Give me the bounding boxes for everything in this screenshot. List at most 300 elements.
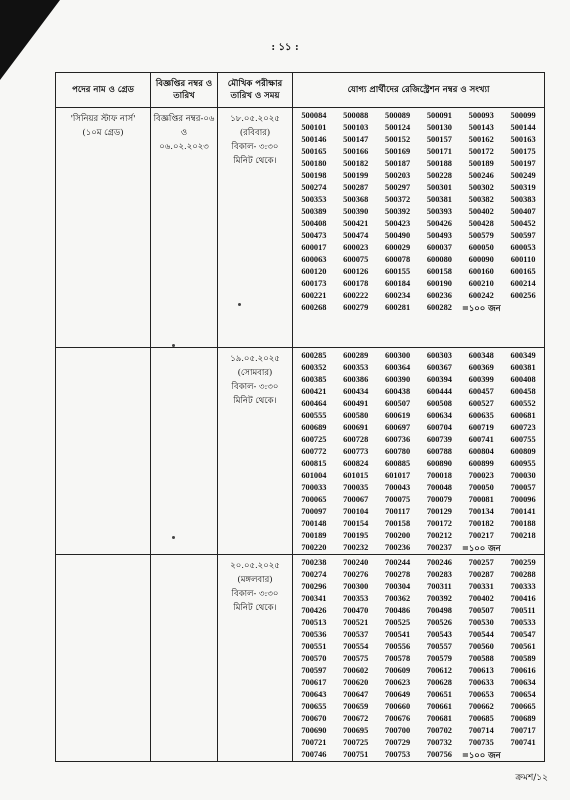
registration-number: 500169 [385,147,411,156]
registration-number: 700634 [510,678,536,687]
registration-number: 600348 [468,351,494,360]
registration-number: 601017 [385,471,411,480]
registration-number: 700721 [301,738,327,747]
circular-cell [151,108,218,348]
continued-note: ক্রমশ/১২ [515,773,548,783]
registration-number: 700158 [385,519,411,528]
registration-number: 600080 [426,255,452,264]
registration-number: 600736 [385,435,411,444]
registration-number: 600221 [301,291,327,300]
registration-number: 600023 [343,243,369,252]
registration-number: 500165 [301,147,327,156]
registration-number: 600268 [301,303,327,312]
registration-number: 700238 [301,558,327,567]
registration-number: 500162 [468,135,494,144]
registration-number: 600804 [468,447,494,456]
session-day: (মঙ্গলবার) [237,575,273,585]
session-day: (সোমবার) [237,368,273,378]
registration-number: 600078 [385,255,411,264]
registration-number: 500157 [426,135,452,144]
registration-number: 700561 [510,642,536,651]
registration-number: 600788 [426,447,452,456]
registration-number: 700333 [510,582,536,591]
registration-number: 700050 [468,483,494,492]
registration-number: 700188 [510,519,536,528]
registration-number: 600635 [468,411,494,420]
registration-number: 700643 [301,690,327,699]
registration-number: 700597 [301,666,327,675]
registration-number: 600824 [343,459,369,468]
registration-number: 700560 [468,642,494,651]
registration-number: 700655 [301,702,327,711]
registration-number: 500249 [510,171,536,180]
registration-number: 600234 [385,291,411,300]
registration-number: 600772 [301,447,327,456]
registration-number: 700154 [343,519,369,528]
session-3-numbers [293,555,545,762]
registration-number: 700274 [301,570,327,579]
registration-number: 500301 [426,183,452,192]
registration-number: 500490 [385,231,411,240]
registration-number: 700287 [468,570,494,579]
registration-number: 600173 [301,279,327,288]
registration-number: 700547 [510,630,536,639]
registration-number: 500493 [426,231,452,240]
registration-number: 600780 [385,447,411,456]
registration-number: 700030 [510,471,536,480]
session-time-note: মিনিট থেকে। [233,156,277,166]
registration-number: 700283 [426,570,452,579]
registration-number: 600885 [385,459,411,468]
registration-number: 601015 [343,471,369,480]
registration-number: 500144 [510,123,536,132]
registration-number: 700649 [385,690,411,699]
registration-number: 700023 [468,471,494,480]
session-time-note: মিনিট থেকে। [233,603,277,613]
total-count: =১০০ জন [461,543,501,553]
registration-number: 600210 [468,279,494,288]
registration-number: 600725 [301,435,327,444]
registration-number: 700035 [343,483,369,492]
registration-number: 700746 [301,750,327,759]
registration-number: 500353 [301,195,327,204]
session-day: (রবিবার) [239,128,271,138]
registration-number: 700200 [385,531,411,540]
registration-number: 700725 [343,738,369,747]
registration-number: 600353 [343,363,369,372]
registration-number: 700513 [301,618,327,627]
registration-number: 500203 [385,171,411,180]
registration-number: 700672 [343,714,369,723]
registration-number: 700079 [426,495,452,504]
session-time: বিকাল- ৩:৩০ [231,142,279,152]
registration-number: 700300 [343,582,369,591]
registration-number: 500372 [385,195,411,204]
registration-number: 500163 [510,135,536,144]
registration-number: 600421 [301,387,327,396]
registration-number: 600580 [343,411,369,420]
registration-number: 500130 [426,123,452,132]
registration-number: 600075 [343,255,369,264]
session-time: বিকাল- ৩:৩০ [231,382,279,392]
registration-number: 600037 [426,243,452,252]
post-cell [56,108,151,348]
registration-number: 700104 [343,507,369,516]
circular-and: ও [180,128,188,138]
registration-number: 600809 [510,447,536,456]
registration-number: 700530 [468,618,494,627]
registration-number: 700543 [426,630,452,639]
registration-number: 700659 [343,702,369,711]
registration-number: 700647 [343,690,369,699]
header-circular: বিজ্ঞপ্তির নম্বর ও তারিখ [151,73,218,108]
registration-number: 700526 [426,618,452,627]
registration-number: 700141 [510,507,536,516]
registration-number: 700033 [301,483,327,492]
registration-number: 700244 [385,558,411,567]
session-1-numbers [293,108,545,348]
registration-number: 500382 [468,195,494,204]
registration-number: 500393 [426,207,452,216]
registration-number: 700579 [426,654,452,663]
registration-number: 700311 [427,582,452,591]
registration-number: 700741 [510,738,536,747]
registration-number: 700057 [510,483,536,492]
registration-number: 500407 [510,207,536,216]
registration-number: 700259 [510,558,536,567]
total-count: =১০০ জন [461,750,501,760]
registration-number: 700628 [426,678,452,687]
registration-number: 500597 [510,231,536,240]
registration-number: 500143 [468,123,494,132]
registration-number: 500383 [510,195,536,204]
registration-number: 500171 [426,147,452,156]
registration-number: 700578 [385,654,411,663]
registration-number: 600289 [343,351,369,360]
registration-number: 500426 [426,219,452,228]
registration-number: 700536 [301,630,327,639]
registration-number: 600634 [426,411,452,420]
registration-number: 600728 [343,435,369,444]
registration-number: 500421 [343,219,369,228]
registration-number: 700246 [426,558,452,567]
registration-number: 700043 [385,483,411,492]
registration-number: 700129 [426,507,452,516]
registration-number: 601004 [301,471,327,480]
registration-number: 500084 [301,111,327,120]
registration-number: 500408 [301,219,327,228]
header-viva-date: মৌখিক পরীক্ষার তারিখ ও সময় [218,73,293,108]
registration-number: 700278 [385,570,411,579]
registration-number: 700362 [385,594,411,603]
registration-number: 700617 [301,678,327,687]
registration-number: 500175 [510,147,536,156]
registration-number: 500172 [468,147,494,156]
registration-number: 700651 [426,690,452,699]
registration-number: 500423 [385,219,411,228]
scan-dot [238,303,241,306]
registration-number: 700753 [385,750,411,759]
registration-number: 500197 [510,159,536,168]
registration-number: 600390 [385,375,411,384]
registration-number: 600279 [343,303,369,312]
registration-number: 700665 [510,702,536,711]
registration-number: 500147 [343,135,369,144]
registration-number: 700048 [426,483,452,492]
registration-number: 600381 [510,363,536,372]
registration-number: 600063 [301,255,327,264]
registration-number: 600773 [343,447,369,456]
registration-number: 700729 [385,738,411,747]
session-date: ১৮.০৫.২০২৫ [230,114,280,124]
registration-number: 600386 [343,375,369,384]
registration-number: 600300 [385,351,411,360]
registration-number: 500246 [468,171,494,180]
header-registration: যোগ্য প্রার্থীদের রেজিস্ট্রেশন নম্বর ও সংখ্যা [293,73,545,108]
registration-number: 500428 [468,219,494,228]
registration-number: 700735 [468,738,494,747]
registration-number: 600704 [426,423,452,432]
registration-number: 500199 [343,171,369,180]
registration-number: 600434 [343,387,369,396]
registration-number: 600464 [301,399,327,408]
registration-number: 600303 [426,351,452,360]
registration-number: 600815 [301,459,327,468]
registration-number: 700589 [510,654,536,663]
registration-number: 500302 [468,183,494,192]
registration-number: 500319 [510,183,536,192]
registration-number: 500189 [468,159,494,168]
registration-number: 700117 [385,507,410,516]
registration-number: 600507 [385,399,411,408]
registration-number: 500473 [301,231,327,240]
registration-number: 600222 [343,291,369,300]
registration-number: 700065 [301,495,327,504]
registration-number: 500287 [343,183,369,192]
registration-number: 600697 [385,423,411,432]
registration-number: 700613 [468,666,494,675]
registration-number: 700081 [468,495,494,504]
registration-number: 700075 [385,495,411,504]
registration-number: 700537 [343,630,369,639]
registration-number: 600236 [426,291,452,300]
circular-number: বিজ্ঞপ্তির নম্বর-০৬ [153,114,215,124]
registration-number: 600890 [426,459,452,468]
post-cell-empty [56,555,151,762]
registration-number: 600369 [468,363,494,372]
post-cell-empty [56,348,151,555]
registration-number: 700276 [343,570,369,579]
registration-number: 700392 [426,594,452,603]
registration-number: 700288 [510,570,536,579]
registration-number: 600165 [510,267,536,276]
registration-number: 700732 [426,738,452,747]
registration-number: 700602 [343,666,369,675]
registration-number: 700416 [510,594,536,603]
registration-number: 700756 [426,750,452,759]
registration-number: 700304 [385,582,411,591]
registration-number: 500579 [468,231,494,240]
registration-number: 600349 [510,351,536,360]
registration-number: 500099 [510,111,536,120]
registration-number: 600723 [510,423,536,432]
registration-number: 600285 [301,351,327,360]
registration-number: 700134 [468,507,494,516]
candidate-table [55,72,545,762]
registration-number: 600155 [385,267,411,276]
registration-number: 500402 [468,207,494,216]
registration-number: 700685 [468,714,494,723]
registration-number: 500474 [343,231,369,240]
registration-number: 600029 [385,243,411,252]
registration-number: 700541 [385,630,411,639]
post-name: 'সিনিয়র স্টাফ নার্স' [70,114,136,124]
registration-number: 700097 [301,507,327,516]
registration-number: 600527 [468,399,494,408]
registration-number: 700661 [426,702,452,711]
registration-number: 500166 [343,147,369,156]
registration-number: 700676 [385,714,411,723]
registration-number: 600552 [510,399,536,408]
registration-number: 600110 [510,255,536,264]
session-2-cell [218,348,293,555]
session-time: বিকাল- ৩:৩০ [231,589,279,599]
session-date: ১৯.০৫.২০২৫ [230,354,280,364]
registration-number: 700470 [343,606,369,615]
circular-cell-empty [151,348,218,555]
registration-number: 700240 [343,558,369,567]
registration-number: 600256 [510,291,536,300]
registration-number: 700096 [510,495,536,504]
registration-number: 600050 [468,243,494,252]
registration-number: 600053 [510,243,536,252]
registration-number: 700296 [301,582,327,591]
registration-number: 600281 [385,303,411,312]
registration-number: 600282 [426,303,452,312]
registration-number: 500187 [385,159,411,168]
registration-number: 700486 [385,606,411,615]
registration-number: 700544 [468,630,494,639]
registration-number: 600190 [426,279,452,288]
registration-number: 700189 [301,531,327,540]
registration-number: 700341 [301,594,327,603]
registration-number: 600458 [510,387,536,396]
registration-number: 700556 [385,642,411,651]
registration-number: 700695 [343,726,369,735]
registration-number: 600120 [301,267,327,276]
registration-number: 700660 [385,702,411,711]
registration-number: 500124 [385,123,411,132]
registration-number: 700533 [510,618,536,627]
registration-number: 500101 [301,123,327,132]
registration-number: 700218 [510,531,536,540]
registration-number: 700402 [468,594,494,603]
registration-number: 500182 [343,159,369,168]
registration-number: 600719 [468,423,494,432]
registration-number: 500390 [343,207,369,216]
total-count: =১০০ জন [461,303,501,313]
registration-number: 600399 [468,375,494,384]
registration-number: 700700 [385,726,411,735]
registration-number: 600367 [426,363,452,372]
registration-number: 700353 [343,594,369,603]
registration-number: 500452 [510,219,536,228]
registration-number: 600160 [468,267,494,276]
registration-number: 700148 [301,519,327,528]
registration-number: 600491 [343,399,369,408]
registration-number: 600017 [301,243,327,252]
session-2-numbers [293,348,545,555]
registration-number: 600158 [426,267,452,276]
registration-number: 700681 [426,714,452,723]
circular-cell-empty [151,555,218,762]
registration-number: 500093 [468,111,494,120]
registration-number: 700670 [301,714,327,723]
registration-number: 600457 [468,387,494,396]
registration-number: 500274 [301,183,327,192]
registration-number: 500198 [301,171,327,180]
registration-number: 600619 [385,411,411,420]
registration-number: 700220 [301,543,327,552]
registration-number: 600508 [426,399,452,408]
registration-number: 500381 [426,195,452,204]
registration-number: 700331 [468,582,494,591]
registration-number: 700521 [343,618,369,627]
registration-number: 600741 [468,435,494,444]
registration-number: 600444 [426,387,452,396]
registration-number: 600364 [385,363,411,372]
registration-number: 700653 [468,690,494,699]
scan-dot [172,344,175,347]
registration-number: 700714 [468,726,494,735]
registration-number: 500091 [426,111,452,120]
registration-number: 700018 [426,471,452,480]
registration-number: 500088 [343,111,369,120]
registration-number: 600899 [468,459,494,468]
registration-number: 700511 [510,606,536,615]
registration-number: 700588 [468,654,494,663]
registration-number: 500152 [385,135,411,144]
header-post: পদের নাম ও গ্রেড [56,73,151,108]
registration-number: 700067 [343,495,369,504]
registration-number: 600214 [510,279,536,288]
registration-number: 700575 [343,654,369,663]
registration-number: 700609 [385,666,411,675]
registration-number: 700620 [343,678,369,687]
registration-number: 700217 [468,531,494,540]
registration-number: 700525 [385,618,411,627]
registration-number: 500089 [385,111,411,120]
registration-number: 700717 [510,726,536,735]
registration-number: 500228 [426,171,452,180]
registration-number: 600090 [468,255,494,264]
registration-number: 600408 [510,375,536,384]
registration-number: 700236 [385,543,411,552]
registration-number: 700557 [426,642,452,651]
registration-number: 700426 [301,606,327,615]
registration-number: 500103 [343,123,369,132]
registration-number: 600755 [510,435,536,444]
registration-number: 700182 [468,519,494,528]
registration-number: 700195 [343,531,369,540]
registration-number: 600555 [301,411,327,420]
registration-number: 700616 [510,666,536,675]
registration-number: 700689 [510,714,536,723]
registration-number: 500389 [301,207,327,216]
registration-number: 700654 [510,690,536,699]
registration-number: 600955 [510,459,536,468]
page-number: : ১১ : [271,42,299,53]
